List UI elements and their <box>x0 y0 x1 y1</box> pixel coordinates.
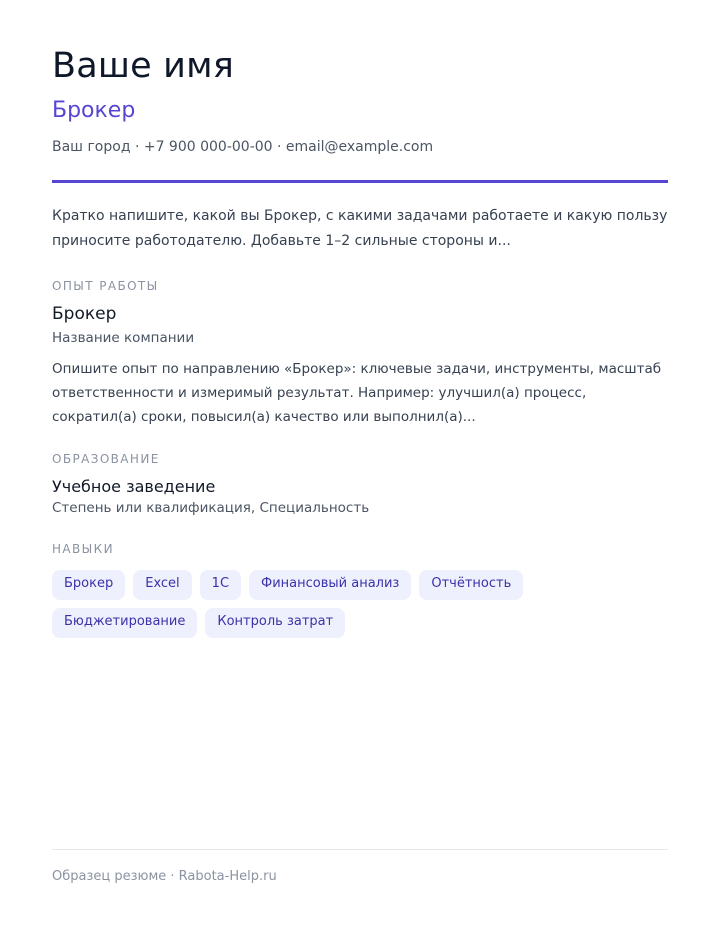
header-divider <box>52 180 668 183</box>
company-name: Название компании <box>52 330 195 346</box>
education-section-title: ОБРАЗОВАНИЕ <box>52 452 160 466</box>
skill-chip: Контроль затрат <box>205 608 345 638</box>
skills-section-title: НАВЫКИ <box>52 542 114 556</box>
contact-info: Ваш город · +7 900 000-00-00 · email@example.com <box>52 139 434 155</box>
resume-page <box>52 0 668 936</box>
skill-chip: Брокер <box>52 570 125 600</box>
candidate-name: Ваше имя <box>52 46 234 86</box>
summary-text: Кратко напишите, какой вы Брокер, с какими задачами работаете и какую пользу приносите работодателю. Добавьте 1–2 сильные стороны и... <box>52 208 668 249</box>
education-details: Степень или квалификация, Специальность <box>52 500 370 516</box>
education-institution: Учебное заведение <box>52 477 216 496</box>
footer-text: Образец резюме · Rabota-Help.ru <box>52 869 277 884</box>
job-description: Опишите опыт по направлению «Брокер»: ключевые задачи, инструменты, масштаб ответственности и измеримый результат. Например: улучшил(а) процесс, сократил(а) сроки, повысил(а) качество или выполнил(а)... <box>52 361 662 425</box>
job-position: Брокер <box>52 304 117 324</box>
skill-chip: Отчётность <box>419 570 523 600</box>
skill-chip: Финансовый анализ <box>249 570 411 600</box>
skills-list <box>52 570 668 638</box>
footer-divider <box>52 849 668 850</box>
skill-chip: 1С <box>200 570 241 600</box>
skill-chip: Excel <box>133 570 191 600</box>
skill-chip: Бюджетирование <box>52 608 197 638</box>
candidate-role: Брокер <box>52 98 136 123</box>
experience-section-title: ОПЫТ РАБОТЫ <box>52 279 159 293</box>
